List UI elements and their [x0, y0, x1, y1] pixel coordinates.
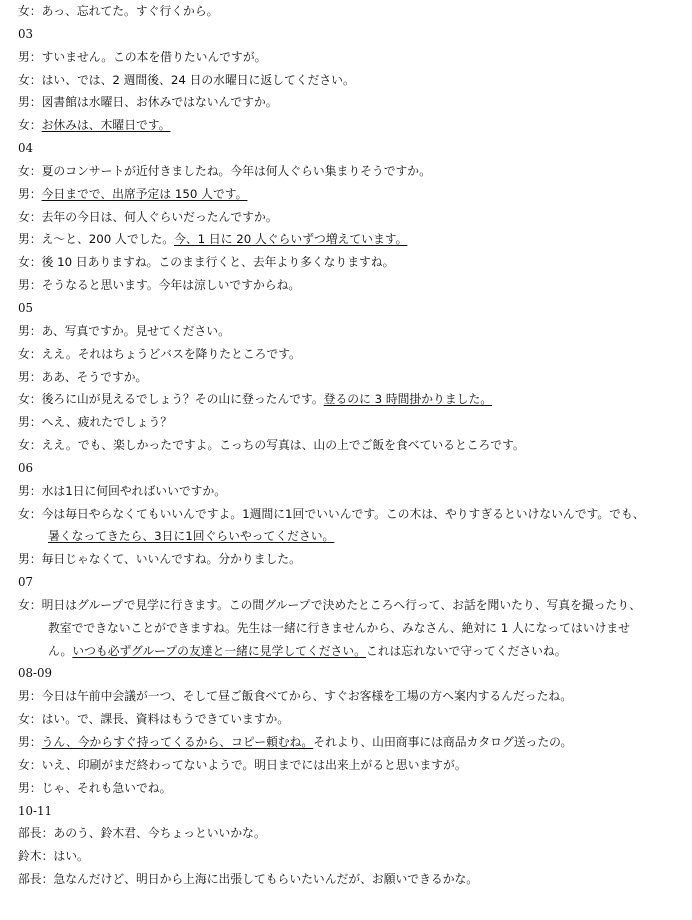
section-number [18, 137, 684, 160]
line-text: 男： [18, 186, 42, 201]
dialog-line [18, 868, 684, 891]
dialog-line [18, 274, 684, 297]
line-text: 男：水は1日に何回やればいいですか。 [18, 483, 227, 498]
dialog-line [18, 503, 684, 526]
dialog-line [18, 114, 684, 137]
line-text: 女：今は毎日やらなくてもいいんですよ。1週間に1回でいいんです。この木は、やりすぎるといけないんです。でも、 [18, 506, 645, 521]
line-text: 女：夏のコンサートが近付きましたね。今年は何人ぐらい集まりそうですか。 [18, 163, 431, 178]
dialog-line [18, 434, 684, 457]
line-text: 教室でできないことができますね。先生は一緒に行きませんから、みなさん、絶対に 1 人になってはいけませ [48, 620, 630, 635]
line-text: 女：はい、では、2 週間後、24 日の水曜日に返してください。 [18, 72, 355, 87]
underlined-text: 今日までで、出席予定は 150 人です。 [41, 186, 248, 201]
section-number [18, 571, 684, 594]
dialog-line [18, 320, 684, 343]
dialog-line [18, 388, 684, 411]
underlined-text: 登るのに 3 時間掛かりました。 [323, 392, 493, 407]
dialog-line [18, 228, 684, 251]
line-text: 04 [18, 141, 34, 156]
section-number [18, 297, 684, 320]
underlined-text: いつも必ずグループの友達と一緒に見学してください。 [72, 643, 366, 658]
dialog-line [18, 411, 684, 434]
line-text: 06 [18, 460, 34, 475]
line-text: 男： [18, 735, 42, 749]
line-text: 部長：急なんだけど、明日から上海に出張してもらいたいんだが、お願いできるかな。 [18, 872, 479, 887]
section-number [18, 457, 684, 480]
line-text: 部長：あのう、鈴木君、今ちょっといいかな。 [18, 826, 266, 841]
dialog-line [18, 206, 684, 229]
line-text: 03 [18, 26, 34, 41]
dialog-line [18, 69, 684, 92]
dialog-line [18, 251, 684, 274]
underlined-text: 暑くなってきたら、3日に1回ぐらいやってください。 [48, 529, 335, 544]
dialog-line [18, 754, 684, 777]
line-text: 男：え～と、200 人でした。 [18, 232, 175, 247]
underlined-text: 今、1 日に 20 人ぐらいずつ増えています。 [174, 232, 408, 247]
line-text: 男：今日は午前中会議が一つ、そして昼ご飯食べてから、すぐお客様を工場の方へ案内するんだったね。 [18, 689, 572, 704]
dialog-continuation-line [18, 617, 684, 640]
underlined-text: うん、今からすぐ持ってくるから、コピー頼むね。 [41, 735, 314, 749]
line-text: 女：はい。で、課長、資料はもうできていますか。 [18, 712, 290, 727]
dialog-continuation-line [18, 640, 684, 663]
line-text: 男：そうなると思います。今年は涼しいですからね。 [18, 278, 301, 293]
line-text: 05 [18, 300, 34, 315]
line-text: 07 [18, 575, 34, 590]
line-text: 男：すいません。この本を借りたいんですが。 [18, 49, 267, 64]
line-text: 男：じゃ、それも急いでね。 [18, 780, 172, 795]
section-number [18, 662, 684, 685]
dialog-line [18, 685, 684, 708]
line-text: 女：ええ。それはちょうどバスを降りたところです。 [18, 346, 301, 361]
line-text: 鈴木：はい。 [18, 849, 89, 864]
line-text: 男：ああ、そうですか。 [18, 369, 148, 384]
dialog-line [18, 343, 684, 366]
dialog-line [18, 594, 684, 617]
dialog-line [18, 366, 684, 389]
line-text: 女：後 10 日ありますね。このまま行くと、去年より多くなりますね。 [18, 255, 395, 270]
dialog-line [18, 548, 684, 571]
line-text: 女：いえ、印刷がまだ終わってないようで。明日までには出来上がると思いますが。 [18, 757, 467, 772]
line-text: それより、山田商事には商品カタログ送ったの。 [313, 735, 573, 749]
line-text: 女：後ろに山が見えるでしょう？その山に登ったんです。 [18, 392, 324, 407]
line-text: これは忘れないで守ってくださいね。 [365, 643, 567, 658]
dialog-line [18, 46, 684, 69]
dialog-line [18, 0, 684, 23]
dialog-line [18, 480, 684, 503]
dialog-line [18, 160, 684, 183]
line-text: 女：去年の今日は、何人ぐらいだったんですか。 [18, 209, 278, 224]
line-text: 女： [18, 118, 42, 133]
dialog-line [18, 91, 684, 114]
line-text: 男：毎日じゃなくて、いいんですね。分かりました。 [18, 552, 301, 567]
dialog-line [18, 731, 684, 754]
dialog-continuation-line [18, 525, 684, 548]
dialog-line [18, 777, 684, 800]
line-text: 女：あっ、忘れてた。すぐ行くから。 [18, 4, 219, 18]
section-number [18, 23, 684, 46]
underlined-text: お休みは、木曜日です。 [41, 118, 171, 133]
line-text: 男：あ、写真ですか。見せてください。 [18, 323, 230, 338]
line-text: 女：明日はグループで見学に行きます。この間グループで決めたところへ行って、お話を聞いたり、写真を撮ったり、 [18, 597, 641, 612]
dialog-line [18, 183, 684, 206]
section-number [18, 800, 684, 823]
line-text: 08-09 [18, 666, 53, 681]
line-text: 女：ええ。でも、楽しかったですよ。こっちの写真は、山の上でご飯を食べているところです。 [18, 438, 525, 453]
line-text: ん。 [48, 643, 73, 658]
dialog-line [18, 845, 684, 868]
dialog-line [18, 822, 684, 845]
dialog-line [18, 708, 684, 731]
line-text: 10-11 [18, 803, 53, 818]
line-text: 男：図書館は水曜日、お休みではないんですか。 [18, 95, 278, 110]
line-text: 男：へえ、疲れたでしょう？ [18, 415, 173, 430]
